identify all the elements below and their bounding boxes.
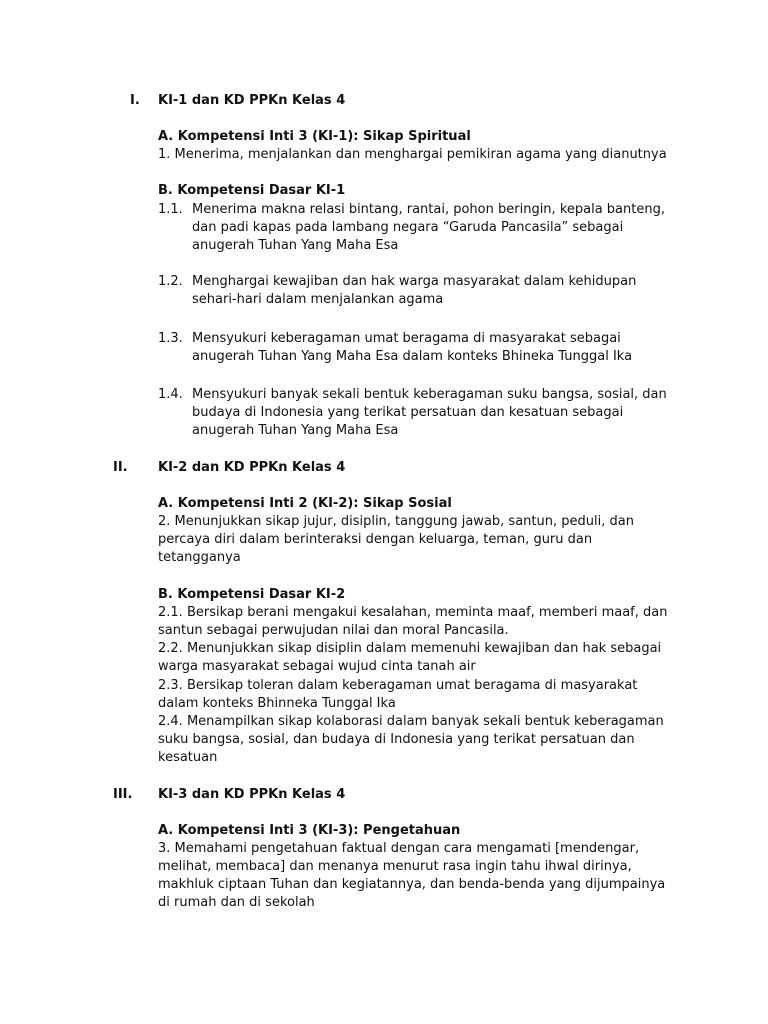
ki-text-line: makhluk ciptaan Tuhan dan kegiatannya, dan benda-benda yang dijumpainya xyxy=(158,877,666,892)
section-numeral: I. xyxy=(130,93,140,108)
kd-item-line: Menghargai kewajiban dan hak warga masyarakat dalam kehidupan xyxy=(192,274,637,289)
kd-item-number: 1.3. xyxy=(158,331,183,346)
ki-text-line: di rumah dan di sekolah xyxy=(158,895,315,910)
kd-item-line: anugerah Tuhan Yang Maha Esa dalam konteks Bhineka Tunggal Ika xyxy=(192,349,633,364)
kd-item-number: 1.2. xyxy=(158,274,183,289)
kd-heading: B. Kompetensi Dasar KI-1 xyxy=(158,183,346,198)
kd-item-line: budaya di Indonesia yang terikat persatuan dan kesatuan sebagai xyxy=(192,405,624,420)
kd-item-number: 1.1. xyxy=(158,202,183,217)
ki-text-line: percaya diri dalam berinteraksi dengan keluarga, teman, guru dan xyxy=(158,532,593,547)
section-title: KI-2 dan KD PPKn Kelas 4 xyxy=(158,460,346,475)
kd-text-line: 2.3. Bersikap toleran dalam keberagaman umat beragama di masyarakat xyxy=(158,678,638,693)
kd-text-line: dalam konteks Bhinneka Tunggal Ika xyxy=(158,696,396,711)
ki-text-line: 2. Menunjukkan sikap jujur, disiplin, tanggung jawab, santun, peduli, dan xyxy=(158,514,634,529)
kd-text-line: warga masyarakat sebagai wujud cinta tanah air xyxy=(158,659,476,674)
ki-heading: A. Kompetensi Inti 3 (KI-3): Pengetahuan xyxy=(158,823,461,838)
kd-text-line: 2.2. Menunjukkan sikap disiplin dalam memenuhi kewajiban dan hak sebagai xyxy=(158,641,662,656)
kd-item-line: Menerima makna relasi bintang, rantai, pohon beringin, kepala banteng, xyxy=(192,202,665,217)
kd-item-number: 1.4. xyxy=(158,387,183,402)
kd-item-line: sehari-hari dalam menjalankan agama xyxy=(192,292,444,307)
kd-item-line: anugerah Tuhan Yang Maha Esa xyxy=(192,423,399,438)
kd-item-line: dan padi kapas pada lambang negara “Garuda Pancasila” sebagai xyxy=(192,220,624,235)
ki-heading: A. Kompetensi Inti 3 (KI-1): Sikap Spiritual xyxy=(158,129,471,144)
kd-text-line: 2.1. Bersikap berani mengakui kesalahan, meminta maaf, memberi maaf, dan xyxy=(158,605,668,620)
kd-text-line: 2.4. Menampilkan sikap kolaborasi dalam banyak sekali bentuk keberagaman xyxy=(158,714,664,729)
kd-item-line: Mensyukuri keberagaman umat beragama di masyarakat sebagai xyxy=(192,331,621,346)
kd-text-line: suku bangsa, sosial, dan budaya di Indonesia yang terikat persatuan dan xyxy=(158,732,635,747)
kd-heading: B. Kompetensi Dasar KI-2 xyxy=(158,587,346,602)
section-title: KI-1 dan KD PPKn Kelas 4 xyxy=(158,93,346,108)
section-numeral: III. xyxy=(113,787,133,802)
kd-text-line: santun sebagai perwujudan nilai dan moral Pancasila. xyxy=(158,623,509,638)
ki-text-line: melihat, membaca] dan menanya menurut rasa ingin tahu ihwal dirinya, xyxy=(158,859,632,874)
section-title: KI-3 dan KD PPKn Kelas 4 xyxy=(158,787,346,802)
ki-heading: A. Kompetensi Inti 2 (KI-2): Sikap Sosial xyxy=(158,496,452,511)
ki-text-line: tetangganya xyxy=(158,550,241,565)
kd-item-line: anugerah Tuhan Yang Maha Esa xyxy=(192,238,399,253)
ki-text-line: 3. Memahami pengetahuan faktual dengan cara mengamati [mendengar, xyxy=(158,841,640,856)
kd-item-line: Mensyukuri banyak sekali bentuk keberagaman suku bangsa, sosial, dan xyxy=(192,387,667,402)
kd-text-line: kesatuan xyxy=(158,750,218,765)
section-numeral: II. xyxy=(113,460,128,475)
ki-text-line: 1. Menerima, menjalankan dan menghargai pemikiran agama yang dianutnya xyxy=(158,147,667,162)
